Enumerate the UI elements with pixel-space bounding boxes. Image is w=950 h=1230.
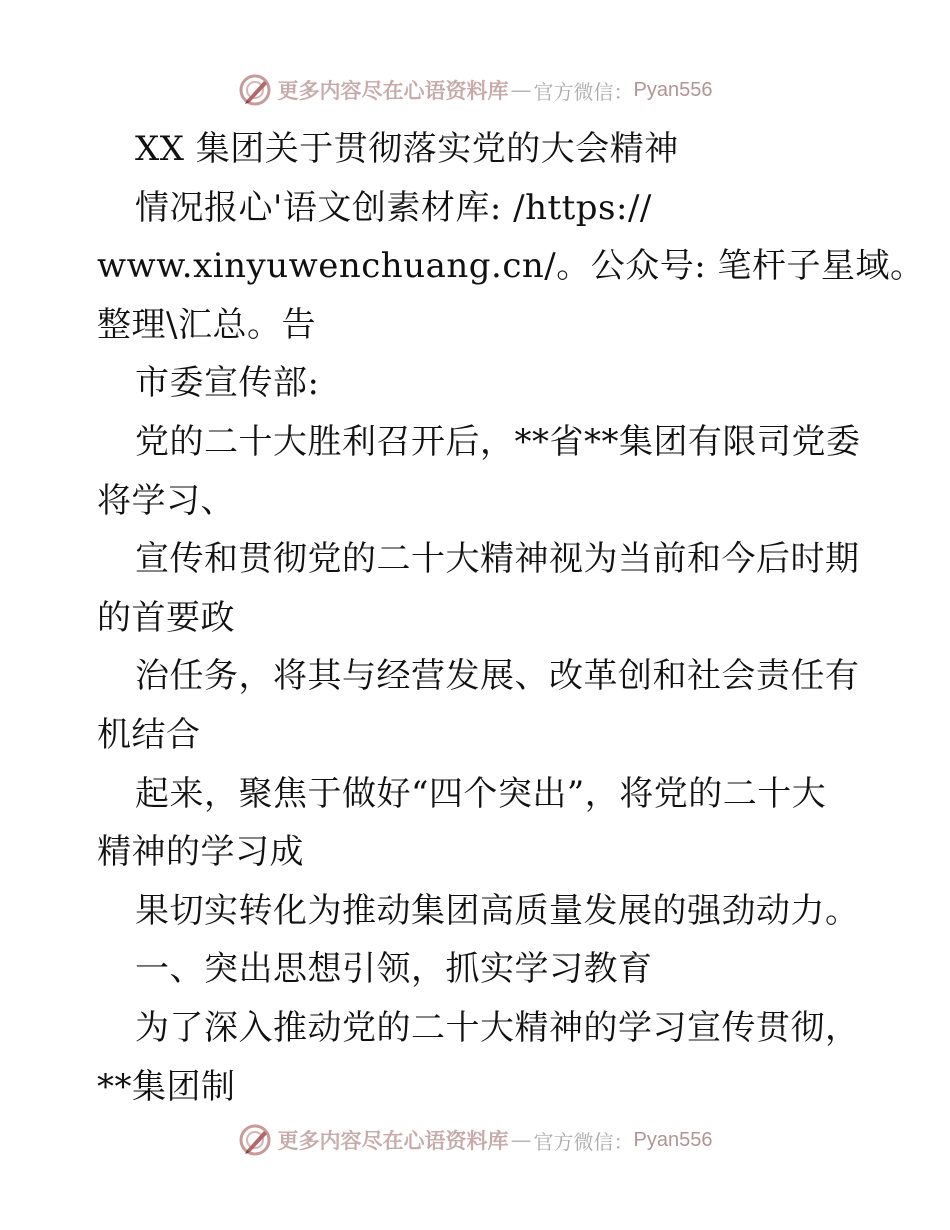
watermark-official-label: 官方微信： xyxy=(533,1129,634,1154)
pen-logo-icon xyxy=(238,73,272,107)
document-line: www.xinyuwenchuang.cn/。公众号: 笔杆子星域。 xyxy=(97,246,925,287)
document-line: 整理\汇总。告 xyxy=(97,304,316,345)
document-body xyxy=(97,120,925,1116)
document-line: 治任务，将其与经营发展、改革创和社会责任有 xyxy=(135,656,860,697)
watermark-text: 更多内容尽在心语资料库 xyxy=(277,78,509,103)
watermark-account: Pyan556 xyxy=(633,78,713,101)
document-line: **集团制 xyxy=(97,1066,236,1107)
watermark-separator: — xyxy=(510,1128,532,1152)
header-watermark xyxy=(0,70,950,110)
document-line: 市委宣传部: xyxy=(135,363,320,404)
watermark-separator: — xyxy=(510,78,532,102)
document-line: 精神的学习成 xyxy=(97,832,304,873)
section-heading: 一、突出思想引领，抓实学习教育 xyxy=(135,949,653,990)
document-line: XX 集团关于贯彻落实党的大会精神 xyxy=(135,129,679,169)
document-line: 为了深入推动党的二十大精神的学习宣传贯彻， xyxy=(135,1007,860,1048)
watermark-account: Pyan556 xyxy=(633,1128,713,1151)
document-line: 情况报心'语文创素材库: /https:// xyxy=(135,187,652,228)
document-line: 宣传和贯彻党的二十大精神视为当前和今后时期 xyxy=(135,539,860,580)
document-line: 起来，聚焦于做好“四个突出”，将党的二十大 xyxy=(135,773,827,814)
document-line: 将学习、 xyxy=(97,480,235,521)
watermark-official-label: 官方微信： xyxy=(533,79,634,104)
document-line: 机结合 xyxy=(97,714,201,755)
footer-watermark xyxy=(0,1120,950,1160)
document-line: 党的二十大胜利召开后，**省**集团有限司党委 xyxy=(135,421,861,462)
document-line: 的首要政 xyxy=(97,597,235,638)
watermark-text: 更多内容尽在心语资料库 xyxy=(277,1128,509,1153)
document-line: 果切实转化为推动集团高质量发展的强劲动力。 xyxy=(135,890,860,931)
pen-logo-icon xyxy=(238,1123,272,1157)
